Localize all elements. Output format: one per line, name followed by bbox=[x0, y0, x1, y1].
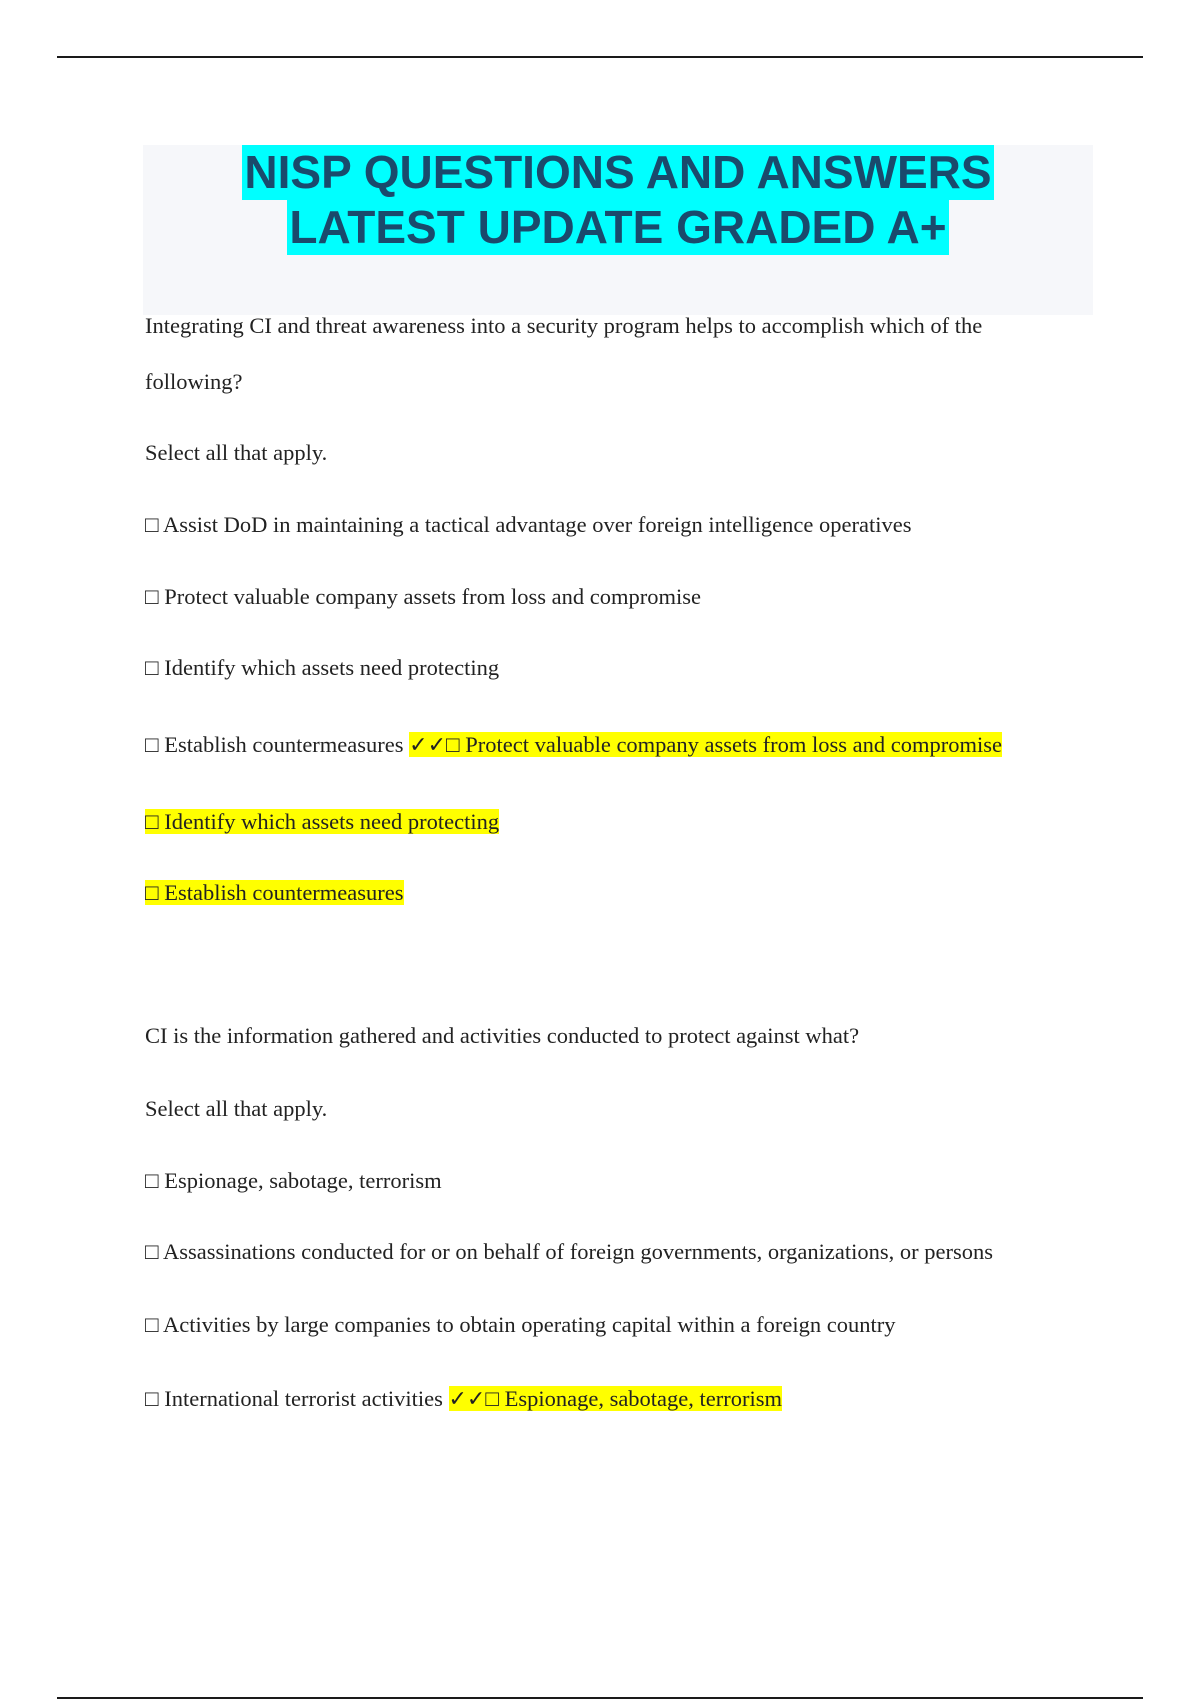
q1-question-line-1: Integrating CI and threat awareness into a security program helps to accomplish which of the bbox=[145, 313, 983, 338]
q2-question: CI is the information gathered and activities conducted to protect against what? bbox=[145, 1023, 860, 1048]
q2-option-3: □ Activities by large companies to obtain operating capital within a foreign country bbox=[145, 1312, 896, 1337]
q2-answer-1: □ Espionage, sabotage, terrorism bbox=[485, 1386, 783, 1411]
q1-option-4-row bbox=[145, 730, 1002, 761]
title-banner bbox=[143, 145, 1093, 315]
top-rule bbox=[57, 56, 1143, 58]
doc-title-line-1: NISP QUESTIONS AND ANSWERS bbox=[244, 146, 992, 198]
q2-instruction: Select all that apply. bbox=[145, 1096, 328, 1121]
q1-option-1: □ Assist DoD in maintaining a tactical advantage over foreign intelligence operatives bbox=[145, 512, 912, 537]
check-icon: ✓✓ bbox=[409, 733, 447, 758]
check-icon: ✓✓ bbox=[448, 1387, 486, 1412]
q1-answer-highlight bbox=[409, 732, 1002, 757]
q1-answer-2-row bbox=[145, 807, 499, 837]
q1-answer-1: □ Protect valuable company assets from loss and compromise bbox=[446, 732, 1002, 757]
q1-instruction: Select all that apply. bbox=[145, 440, 328, 465]
q1-option-4: □ Establish countermeasures bbox=[145, 732, 404, 757]
q2-option-1: □ Espionage, sabotage, terrorism bbox=[145, 1168, 442, 1193]
doc-title-line-2: LATEST UPDATE GRADED A+ bbox=[289, 201, 947, 253]
q2-option-4: □ International terrorist activities bbox=[145, 1386, 443, 1411]
q1-answer-2: □ Identify which assets need protecting bbox=[145, 809, 500, 834]
q2-option-2: □ Assassinations conducted for or on behalf of foreign governments, organizations, or persons bbox=[145, 1239, 993, 1264]
q1-option-2: □ Protect valuable company assets from loss and compromise bbox=[145, 584, 701, 609]
q1-answer-3-row bbox=[145, 878, 404, 908]
bottom-rule bbox=[57, 1697, 1143, 1699]
q2-answer-highlight bbox=[449, 1386, 783, 1411]
q2-option-4-row bbox=[145, 1384, 782, 1415]
q1-question-line-2: following? bbox=[145, 369, 243, 394]
q1-option-3: □ Identify which assets need protecting bbox=[145, 655, 500, 680]
q1-answer-3: □ Establish countermeasures bbox=[145, 880, 404, 905]
